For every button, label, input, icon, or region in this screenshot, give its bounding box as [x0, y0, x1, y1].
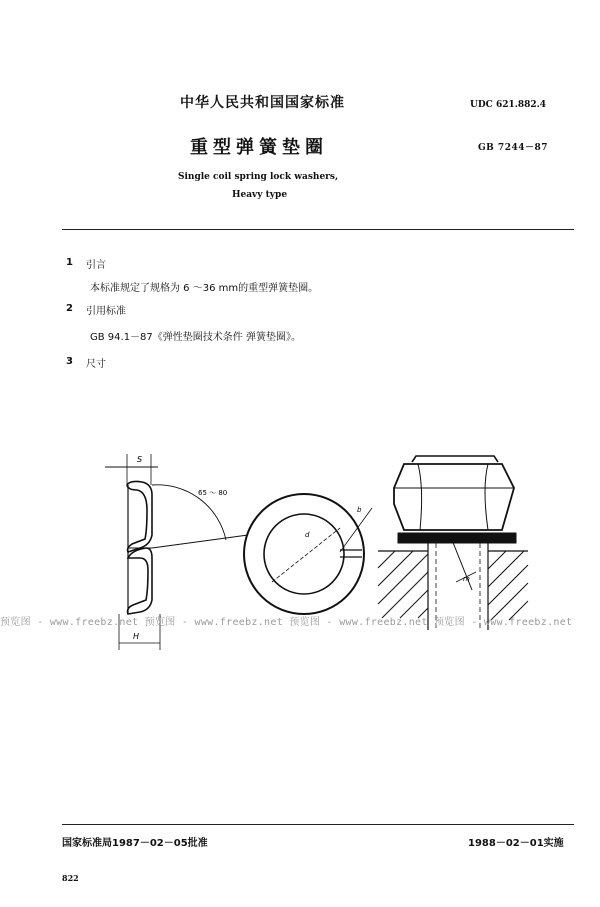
header-rule: [62, 229, 574, 230]
standard-number: GB 7244－87: [478, 143, 548, 153]
angle-label: 65 ～ 80: [198, 489, 228, 497]
section-1-title: 引言: [86, 260, 106, 271]
document-title-en-line2: Heavy type: [232, 190, 288, 200]
page-number: 822: [62, 873, 79, 883]
dimension-m-label: m: [463, 575, 470, 583]
dimension-s-label: S: [137, 455, 143, 464]
udc-code: UDC 621.882.4: [470, 100, 547, 110]
assembly-view: [378, 456, 528, 630]
dimension-h-label: H: [133, 632, 140, 641]
washer-top-view: [244, 494, 372, 614]
approval-date: 国家标准局1987－02－05批准: [62, 838, 208, 849]
dimension-b-label: b: [357, 506, 362, 514]
watermark: 预览图 - www.freebz.net 预览图 - www.freebz.net 预览图 - www.freebz.net 预览图 - www.freebz.net: [0, 617, 573, 628]
dimension-d-label: d: [305, 531, 310, 539]
effective-date: 1988－02－01实施: [468, 838, 564, 849]
section-1-number: 1: [66, 257, 73, 268]
section-2-text: GB 94.1－87《弹性垫圈技术条件 弹簧垫圈》。: [90, 332, 301, 343]
document-title-en-line1: Single coil spring lock washers,: [178, 172, 339, 182]
footer-rule: [62, 824, 574, 825]
standard-category: 中华人民共和国国家标准: [180, 95, 345, 111]
section-3-title: 尺寸: [86, 359, 106, 370]
section-1-text: 本标准规定了规格为 6 ～36 mm的重型弹簧垫圈。: [90, 283, 319, 294]
section-2-title: 引用标准: [86, 306, 126, 317]
section-3-number: 3: [66, 356, 73, 367]
document-title-cn: 重型弹簧垫圈: [190, 137, 328, 158]
section-2-number: 2: [66, 303, 73, 314]
